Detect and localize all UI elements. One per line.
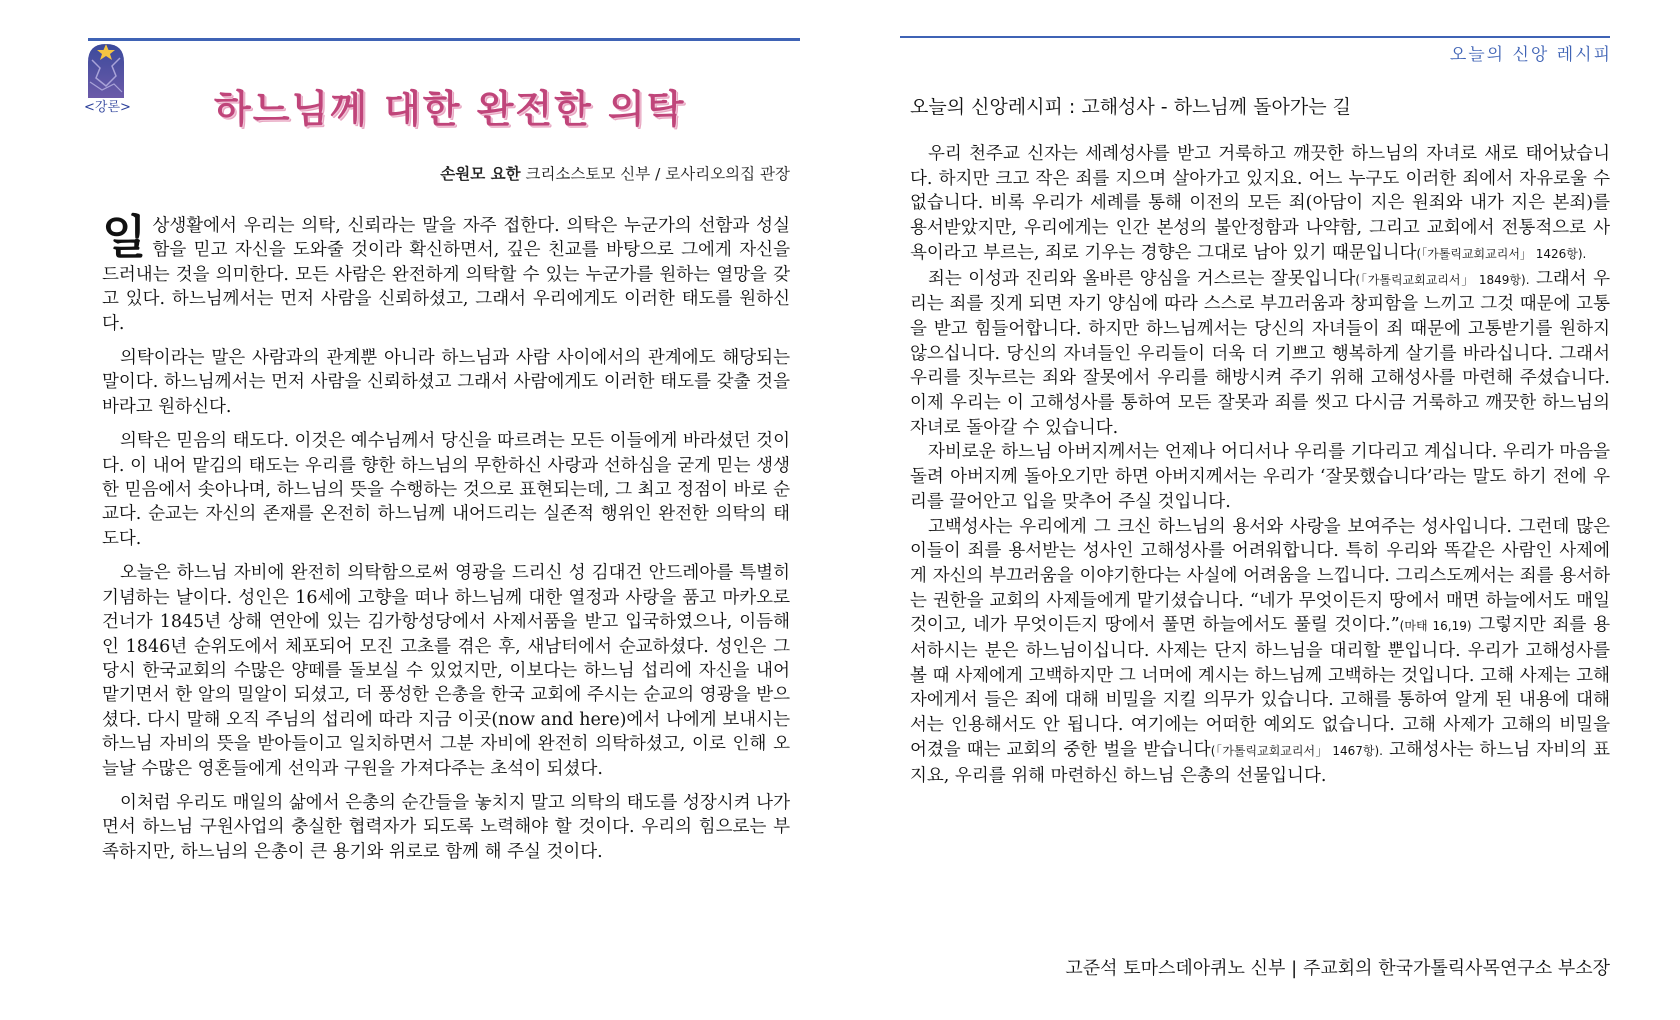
author-name: 손원모 요한 <box>440 165 521 183</box>
paragraph-4 <box>910 515 1610 789</box>
author-footer: 고준석 토마스데아퀴노 신부 | 주교회의 한국가톨릭사목연구소 부소장 <box>1065 958 1610 979</box>
paragraph-3: 의탁은 믿음의 태도다. 이것은 예수님께서 당신을 따르려는 모든 이들에게 바라셨던 것이다. 이 내어 맡김의 태도는 우리를 향한 하느님의 무한하신 사랑과 선하심을 굳게 믿는 생생한 믿음에서 솟아나며, 하느님의 뜻을 수행하는 것으로 표현되는데, 그 최고 정점이 바로 순교다. 순교는 자신의 존재를 온전히 하느님께 내어드리는 실존적 행위인 완전한 의탁의 태도다. <box>102 431 790 549</box>
paragraph-1 <box>910 142 1610 267</box>
section-header: 오늘의 신앙 레시피 <box>1449 45 1612 65</box>
paragraph-3: 자비로운 하느님 아버지께서는 언제나 어디서나 우리를 기다리고 계십니다. 우리가 마음을 돌려 아버지께 돌아오기만 하면 아버지께서는 우리가 ‘잘못했습니다’라는 말도 하기 전에 우리를 끌어안고 입을 맞추어 주실 것입니다. <box>910 442 1610 512</box>
starry-arch-icon <box>86 42 126 98</box>
paragraph-4: 오늘은 하느님 자비에 완전히 의탁함으로써 영광을 드리신 성 김대건 안드레아를 특별히 기념하는 날이다. 성인은 16세에 고향을 떠나 하느님께 대한 열정과 사랑을 품고 마카오로 건너가 1845년 상해 연안에 있는 김가항성당에서 사제서품을 받고 입국하였으나, 이듬해인 1846년 순위도에서 체포되어 모진 고초를 겪은 후, 새남터에서 순교하셨다. 성인은 그 당시 한국교회의 수많은 양떼를 돌보실 수 있었지만, 이보다는 하느님 섭리에 자신을 내어 맡기면서 한 알의 밀알이 되셨고, 더 풍성한 은총을 한국 교회에 주시는 순교의 영광을 받으셨다. 다시 말해 오직 주님의 섭리에 따라 지금 이곳(now and here)에서 나에게 보내시는 하느님 자비의 뜻을 받아들이고 일치하면서 그분 자비에 완전히 의탁하셨고, 이로 인해 오늘날 수많은 영혼들에게 선익과 구원을 가져다주는 초석이 되셨다. <box>102 563 790 779</box>
right-page <box>840 0 1680 1020</box>
emblem-label: <강론> <box>84 100 131 115</box>
citation: (「가톨릭교회교리서」 1426항). <box>1416 246 1587 261</box>
paragraph-2 <box>910 267 1610 441</box>
page-title: 하느님께 대한 완전한 의탁 <box>214 87 686 131</box>
paragraph-1-text: 상생활에서 우리는 의탁, 신뢰라는 말을 자주 접한다. 의탁은 누군가의 선함과 성실함을 믿고 자신을 도와줄 것이라 확신하면서, 깊은 친교를 바탕으로 그에게 자신을 드러내는 것을 의미한다. 모든 사람은 완전하게 의탁할 수 있는 누군가를 원하는 열망을 갖고 있다. 하느님께서는 먼저 사람을 신뢰하셨고, 그래서 우리에게도 이러한 태도를 원하신다. <box>102 216 790 334</box>
paragraph-4-text-c: 고해성사는 하느님 자비의 표지요, 우리를 위해 마련하신 하느님 은총의 선물입니다. <box>910 739 1610 786</box>
paragraph-2: 의탁이라는 말은 사람과의 관계뿐 아니라 하느님과 사람 사이에서의 관계에도 해당되는 말이다. 하느님께서는 먼저 사람을 신뢰하셨고 그래서 사람에게도 이러한 태도를 갖출 것을 바라고 원하신다. <box>102 348 790 417</box>
citation: (「가톨릭교회교리서」 1467항). <box>1210 743 1383 758</box>
paragraph-2-text-b: 그래서 우리는 죄를 짓게 되면 자기 양심에 따라 스스로 부끄러움과 창피함을 느끼고 그것 때문에 고통을 받고 힘들어합니다. 하지만 하느님께서는 당신의 자녀들이 죄 때문에 고통받기를 원하지 않으십니다. 당신의 자녀들인 우리들이 더욱 더 기쁘고 행복하게 살기를 바라십니다. 그래서 우리를 짓누르는 죄와 잘못에서 우리를 해방시켜 주기 위해 고해성사를 마련해 주셨습니다. 이제 우리는 이 고해성사를 통하여 모든 잘못과 죄를 씻고 다시금 거룩하고 깨끗한 하느님의 자녀로 돌아갈 수 있습니다. <box>910 268 1610 438</box>
author-line <box>440 162 790 184</box>
article-body <box>910 142 1610 788</box>
paragraph-5: 이처럼 우리도 매일의 삶에서 은총의 순간들을 놓치지 말고 의탁의 태도를 성장시켜 나가면서 하느님 구원사업의 충실한 협력자가 되도록 노력해야 할 것이다. 우리의 힘으로는 부족하지만, 하느님의 은총이 큰 용기와 위로로 함께 해 주실 것이다. <box>102 792 790 862</box>
author-role: 크리소스토모 신부 / 로사리오의집 관장 <box>520 165 790 183</box>
paragraph-4-text-b: 그렇지만 죄를 용서하시는 분은 하느님이십니다. 사제는 단지 하느님을 대리할 뿐입니다. 우리가 고해성사를 볼 때 사제에게 고백하지만 그 너머에 계시는 하느님께 고백하는 것입니다. 고해 사제는 고해자에게서 들은 죄에 대해 비밀을 지킬 의무가 있습니다. 고해를 통하여 알게 된 내용에 대해서는 인용해서도 안 됩니다. 여기에는 어떠한 예외도 없습니다. 고해 사제가 고해의 비밀을 어겼을 때는 교회의 중한 벌을 받습니다 <box>910 615 1611 760</box>
paragraph-1-text: 우리 천주교 신자는 세례성사를 받고 거룩하고 깨끗한 하느님의 자녀로 새로 태어났습니다. 하지만 크고 작은 죄를 지으며 살아가고 있지요. 어느 누구도 이러한 죄에서 자유로울 수 없습니다. 비록 우리가 세례를 통해 이전의 모든 죄(아담이 지은 원죄와 내가 지은 본죄)를 용서받았지만, 우리에게는 인간 본성의 불안정함과 나약함, 그리고 교회에서 전통적으로 사욕이라고 부르는, 죄로 기우는 경향은 그대로 남아 있기 때문입니다 <box>910 144 1610 263</box>
paragraph-1 <box>102 210 790 336</box>
citation: (「가톨릭교회교리서」 1849항). <box>1355 272 1530 287</box>
top-rule-right <box>900 36 1610 38</box>
citation: (마태 16,19) <box>1399 619 1472 634</box>
paragraph-4-text-a: 고백성사는 우리에게 그 크신 하느님의 용서와 사랑을 보여주는 성사입니다. 그런데 많은 이들이 죄를 용서받는 성사인 고해성사를 어려워합니다. 특히 우리와 똑같은 사람인 사제에게 자신의 부끄러움을 이야기한다는 사실에 어려움을 느낍니다. 그리스도께서는 죄를 용서하는 권한을 교회의 사제들에게 맡기셨습니다. “네가 무엇이든지 땅에서 매면 하늘에서도 매일 것이고, 네가 무엇이든지 땅에서 풀면 하늘에서도 풀릴 것이다.” <box>910 516 1610 636</box>
paragraph-2-text-a: 죄는 이성과 진리와 올바른 양심을 거스르는 잘못입니다 <box>928 268 1356 289</box>
article-subtitle: 오늘의 신앙레시피 : 고해성사 - 하느님께 돌아가는 길 <box>910 96 1351 118</box>
top-rule <box>88 38 800 41</box>
drop-cap: 일 <box>102 210 147 264</box>
homily-body <box>102 210 790 874</box>
